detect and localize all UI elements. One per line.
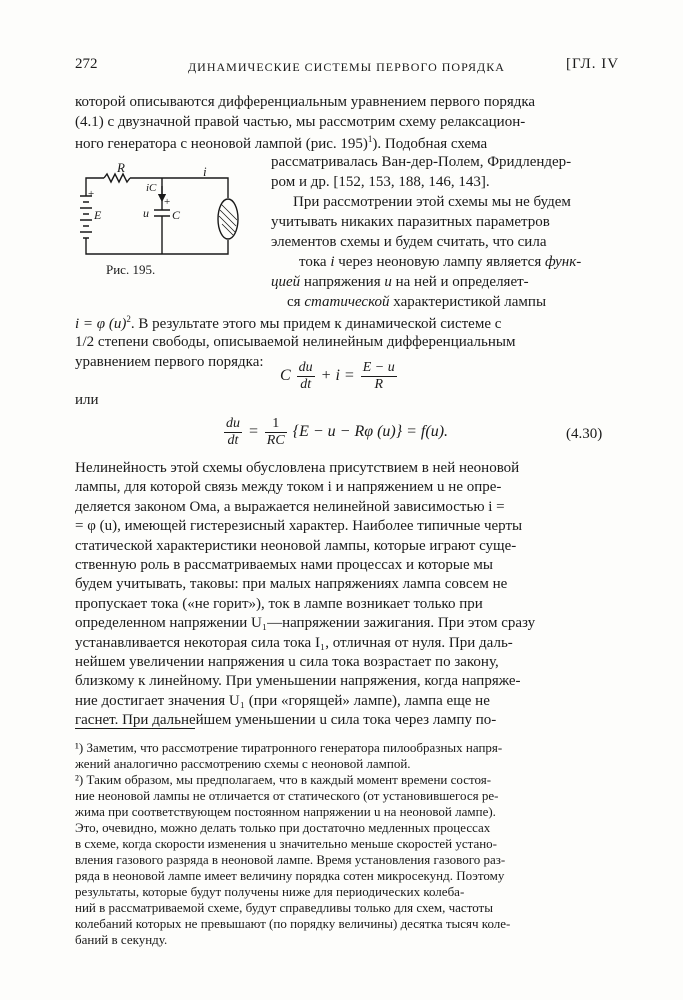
page-number: 272: [75, 56, 98, 72]
text-line: [75, 134, 487, 153]
emphasis: функ-: [545, 254, 582, 270]
text-line: ние достигает значения U₁ (при «горящей» лампе), лампа еще не: [75, 692, 490, 709]
text-line: деляется законом Ома, а выражается нелинейной зависимостью i =: [75, 498, 505, 515]
text-line: определенном напряжении U₁—напряжении зажигания. При этом сразу: [75, 615, 536, 632]
text-line: рассматривалась Ван-дер-Полем, Фридлендер-: [271, 154, 572, 170]
text-line: [75, 314, 501, 333]
text-span: тока: [299, 254, 331, 270]
equation-2: [222, 416, 448, 449]
eq-symbol: =: [248, 423, 259, 441]
text-line: гаснет. При дальнейшем уменьшении u сила тока через лампу по-: [75, 712, 497, 729]
fraction: [224, 416, 242, 449]
figure-caption: Рис. 195.: [106, 262, 156, 277]
eq-expression: {E − u − Rφ (u)} = f(u).: [292, 423, 449, 441]
label-e: E: [94, 208, 102, 222]
text-line: (4.1) с двузначной правой частью, мы рассмотрим схему релаксацион-: [75, 114, 526, 130]
eq-symbol: + i =: [320, 367, 355, 385]
fraction: [297, 360, 315, 393]
denominator: R: [374, 377, 383, 392]
label-r: R: [117, 160, 125, 175]
numerator: E − u: [362, 360, 395, 375]
text-span: характеристикой лампы: [389, 294, 547, 310]
text-line: элементов схемы и будем считать, что сила: [271, 234, 547, 250]
denominator: RC: [266, 433, 285, 448]
math-expr: i = φ (u): [75, 316, 127, 332]
equation-1: [280, 360, 399, 393]
footnote-line: ние неоновой лампы не отличается от статического (от установившегося ре-: [75, 788, 499, 803]
text-line: уравнением первого порядка:: [75, 354, 264, 370]
circuit-diagram: [78, 158, 258, 268]
text-line: будем учитывать, таковы: при малых напряжениях лампа совсем не: [75, 576, 508, 593]
numerator: du: [298, 360, 313, 375]
text-span: . В результате этого мы придем к динамической системе с: [130, 316, 502, 332]
footnote-ref: 2: [126, 314, 131, 324]
text-line: [271, 274, 529, 291]
text-line: учитывать никаких паразитных параметров: [271, 214, 550, 230]
text-line: близкому к линейному. При уменьшении напряжения, когда напряже-: [75, 673, 521, 690]
footnote-ref: 1: [367, 134, 373, 144]
denominator: dt: [300, 377, 312, 392]
text-line: которой описываются дифференциальным уравнением первого порядка: [75, 94, 536, 110]
equation-number: (4.30): [566, 426, 603, 442]
text-line: нейшем увеличении напряжения u сила тока возрастает по закону,: [75, 654, 499, 670]
footnote-line: жений аналогично рассмотрению схемы с неоновой лампой.: [75, 756, 411, 771]
text-line: [299, 254, 581, 271]
footnote-line: ний в рассматриваемой схеме, будут справедливы только для схем, частоты: [75, 900, 493, 915]
text-line: [287, 294, 546, 311]
label-u: u: [143, 206, 149, 220]
text-line: устанавливается некоторая сила тока I₁, отличная от нуля. При даль-: [75, 634, 513, 651]
emphasis: статической: [304, 294, 390, 310]
footnote-line: баний в секунду.: [75, 932, 168, 947]
label-i: i: [203, 164, 207, 179]
math-u: u: [384, 274, 392, 290]
text-line: лампы, для которой связь между током i и напряжением u не опре-: [75, 479, 502, 496]
label-ic: iC: [146, 182, 157, 194]
text-span: через неоновую лампу является: [334, 254, 545, 270]
footnote-line: жима при соответствующем постоянном напряжении u на неоновой лампе).: [75, 804, 496, 819]
text-span: ного генератора с неоновой лампой (рис. 195): [75, 136, 368, 152]
text-span: ся: [287, 294, 305, 310]
denominator: dt: [227, 433, 239, 448]
label-c: C: [172, 208, 181, 222]
label-plus: +: [164, 196, 171, 208]
text-line: = φ (u), имеющей гистерезисный характер. Наиболее типичные черты: [75, 518, 523, 535]
numerator: 1: [265, 416, 287, 433]
text-line: 1/2 степени свободы, описываемой нелинейным дифференциальным: [75, 334, 516, 350]
math-i: i: [330, 254, 335, 270]
emphasis: цией: [271, 274, 301, 290]
footnote-line: колебаний которых не превышают (по порядку величины) десятка тысяч коле-: [75, 916, 511, 931]
text-line: пропускает тока («не горит»), ток в лампе возникает только при: [75, 595, 483, 612]
fraction: [361, 360, 397, 393]
text-line: ственную роль в рассматриваемых нами процессах и которые мы: [75, 557, 493, 573]
text-line: или: [75, 392, 99, 408]
label-plus: +: [88, 188, 95, 200]
footnote-line: ²) Таким образом, мы предполагаем, что в каждый момент времени состоя-: [75, 772, 492, 787]
footnote-line: результаты, которые будут получены ниже для периодических колеба-: [75, 884, 465, 899]
text-line: При рассмотрении этой схемы мы не будем: [293, 194, 571, 210]
footnote-line: в схеме, когда скорости изменения u значительно меньше скоростей устано-: [75, 836, 498, 851]
text-span: на ней и определяет-: [391, 274, 529, 290]
text-line: ром и др. [152, 153, 188, 146, 143].: [271, 174, 490, 190]
footnote-line: Это, очевидно, можно делать только при достаточно медленных процессах: [75, 820, 491, 835]
text-line: Нелинейность этой схемы обусловлена присутствием в ней неоновой: [75, 460, 520, 476]
footnote-line: вления газового разряда в неоновой лампе. Время установления газового раз-: [75, 852, 506, 867]
numerator: du: [226, 416, 240, 431]
text-line: статической характеристики неоновой лампы, которые играют суще-: [75, 537, 517, 554]
eq-symbol: C: [280, 367, 291, 385]
text-span: напряжения: [300, 274, 385, 290]
footnote-line: ряда в неоновой лампе имеет величину порядка сотен микросекунд. Поэтому: [75, 868, 505, 883]
footnote-line: ¹) Заметим, что рассмотрение тиратронного генератора пилообразных напря-: [75, 740, 503, 755]
fraction: [265, 416, 287, 449]
running-head: ДИНАМИЧЕСКИЕ СИСТЕМЫ ПЕРВОГО ПОРЯДКА: [188, 60, 505, 74]
text-span: ). Подобная схема: [372, 136, 488, 152]
chapter-label: [ГЛ. IV: [566, 56, 620, 72]
footnote-rule: [75, 728, 195, 729]
